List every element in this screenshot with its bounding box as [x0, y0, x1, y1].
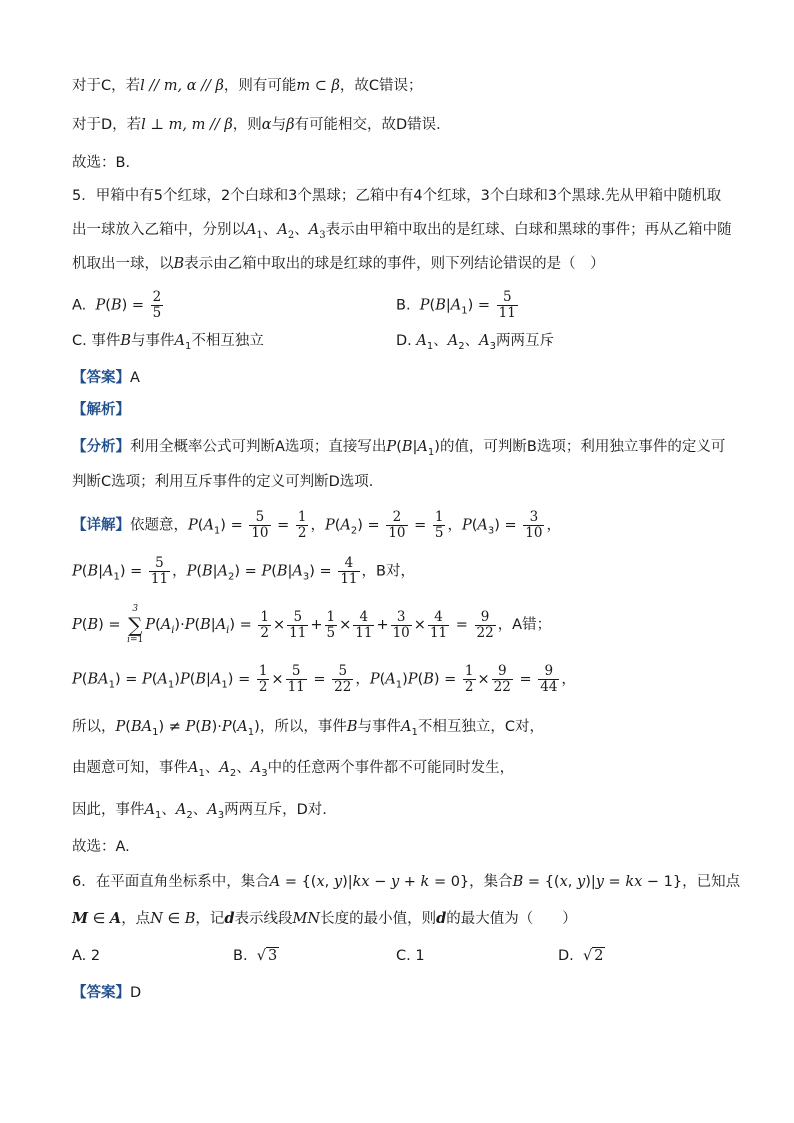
q5-analysis-tag: 【解析】 [72, 402, 130, 418]
q5-fenxi-line1: 【分析】利用全概率公式可判断A选项；直接写出$P(B|A_1)$的值，可判断B选项；利用独立事件的定义可 [72, 439, 726, 458]
q6-stem-line2: M ∈ A，点N ∈ B，记d表示线段MN长度的最小值，则d的最大值为（ ） [72, 910, 577, 927]
q5-detail-line5: 所以，$P(BA_1) \ne P(B)\cdot P(A_1)$，所以，事件B与事件$A_1$不相互独立，C对， [72, 719, 544, 738]
q5-option-b: B. $P(B|A_1)$ = $\frac{5}{11}$ [396, 289, 516, 321]
choose-a: 故选：A. [72, 839, 130, 855]
q6-answer: 【答案】D [72, 985, 142, 1001]
q5-detail-line6: 由题意可知，事件$A_1$、$A_2$、$A_3$中的任意两个事件都不可能同时发生， [72, 760, 515, 779]
q5-stem-line2: 出一球放入乙箱中，分别以$A_1$、$A_2$、$A_3$表示由甲箱中取出的是红球、白球和黑球的事件；再从乙箱中随 [72, 222, 732, 241]
q5-detail-line1: 【详解】依题意，$P(A_1)$ = $\frac{5}{10}$ = $\frac{1}{2}$ ，$P(A_2)$ = $\frac{2}{10}$ = $\frac{1}{5}$ ，$P(A_3)$ = $\frac{3}{10}$ ， [72, 509, 561, 541]
q5-answer: 【答案】A [72, 370, 140, 386]
option-c-analysis: 对于C，若l // m, α // β，则有可能m ⊂ β，故C错误； [72, 78, 423, 94]
q6-option-a: A. 2 [72, 948, 101, 964]
q5-option-c: C. 事件B与事件$A_1$不相互独立 [72, 333, 264, 352]
q5-option-d: D. $A_1$、$A_2$、$A_3$两两互斥 [396, 333, 554, 352]
q6-option-c: C. 1 [396, 948, 425, 964]
q6-option-b: B. √ 3 [233, 948, 278, 964]
q5-detail-line2: $P(B|A_1)$ = $\frac{5}{11}$ ，$P(B|A_2) = P(B|A_3)$ = $\frac{4}{11}$ ，B对， [72, 555, 415, 587]
q6-option-d: D. √ 2 [558, 948, 604, 964]
q6-stem-line1: 6．在平面直角坐标系中，集合A = {(x, y)|kx − y + k = 0}，集合B = {(x, y)|y = kx − 1}，已知点 [72, 874, 741, 890]
choose-b: 故选：B． [72, 155, 140, 171]
q5-stem-line3: 机取出一球，以B表示由乙箱中取出的球是红球的事件，则下列结论错误的是（ ） [72, 256, 605, 272]
q5-detail-line3: P(B) = 3 ∑ i=1 $P(A_i)\cdot P(B|A_i)$ = $\frac{1}{2}$ × $\frac{5}{11}$ + $\frac{1}{5}$ × $\frac{4}{11}$ + $\frac{3}{10}$ × $\frac{4}{11}$ = $\frac{9}{22}$ ，A错； [72, 604, 552, 645]
q5-stem-line1: 5．甲箱中有5个红球，2个白球和3个黑球；乙箱中有4个红球，3个白球和3个黑球.先从甲箱中随机取 [72, 188, 722, 204]
q5-detail-line4: $P(BA_1) = P(A_1)P(B|A_1)$ = $\frac{1}{2}$ × $\frac{5}{11}$ = $\frac{5}{22}$ ，$P(A_1)P(B)$ = $\frac{1}{2}$ × $\frac{9}{22}$ = $\frac{9}{44}$ ， [72, 663, 576, 695]
option-d-analysis: 对于D，若l ⊥ m, m // β，则α与β有可能相交，故D错误． [72, 117, 451, 133]
q5-detail-line7: 因此，事件$A_1$、$A_2$、$A_3$两两互斥，D对. [72, 802, 327, 821]
q5-option-a: A. P(B) = $\frac{2}{5}$ [72, 289, 162, 321]
q5-fenxi-line2: 判断C选项；利用互斥事件的定义可判断D选项. [72, 474, 374, 490]
